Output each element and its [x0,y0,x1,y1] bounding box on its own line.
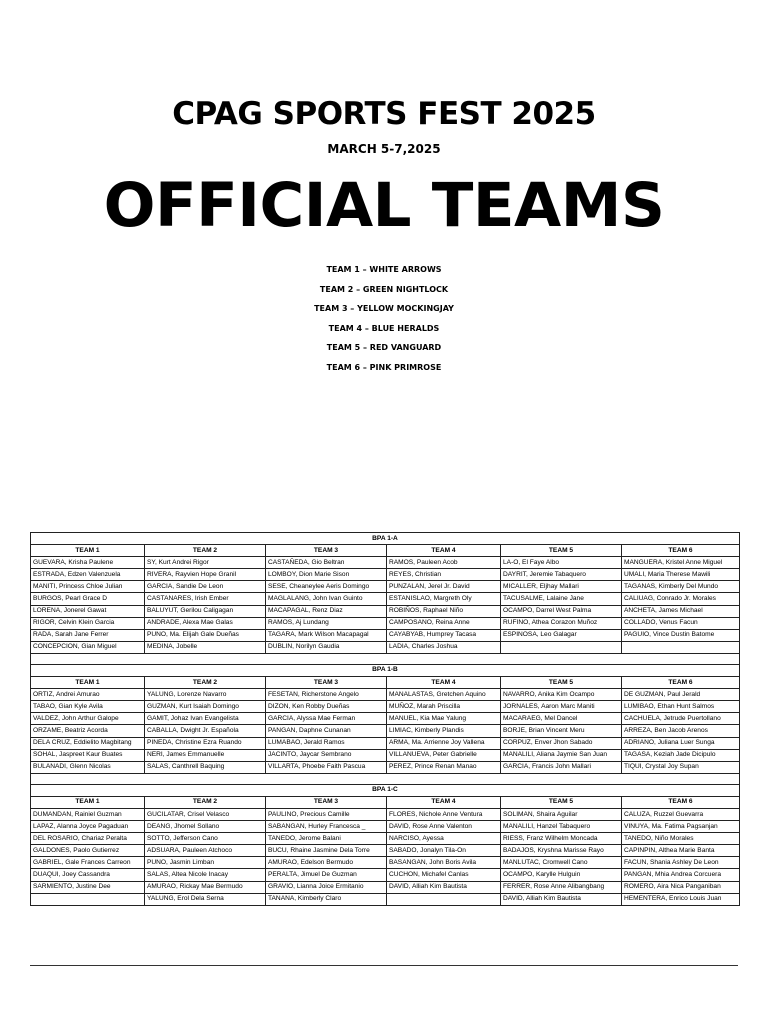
table-row [31,749,740,761]
column-header: TEAM 1 [31,796,145,808]
table-row [31,569,740,581]
member-cell: PEREZ, Prince Renan Manao [387,761,501,773]
member-cell: FLORES, Nichole Anne Ventura [387,808,501,820]
member-cell: MANALILI, Hanzel Tabaquero [501,821,622,833]
member-cell: MACARAEG, Mel Dancel [501,713,622,725]
table-row [31,701,740,713]
member-cell: ANDRADE, Alexa Mae Galas [145,617,266,629]
member-cell: SALAS, Canthrell Baquing [145,761,266,773]
member-cell: DAVID, Alliah Kim Bautista [387,881,501,893]
member-cell: ANCHETA, James Michael [622,605,740,617]
member-cell: SOHAL, Jaspreet Kaur Buates [31,749,145,761]
member-cell: MANITI, Princess Chloe Julian [31,581,145,593]
member-cell: BORJE, Brian Vincent Meru [501,725,622,737]
member-cell: YALUNG, Lorenze Navarro [145,689,266,701]
column-header: TEAM 2 [145,545,266,557]
member-cell: SARMIENTO, Justine Dee [31,881,145,893]
member-cell: CACHUELA, Jetrude Puertollano [622,713,740,725]
spacer-cell [31,653,740,664]
member-cell: GARCIA, Francis John Mallari [501,761,622,773]
member-cell: DELA CRUZ, Eddielito Magbitang [31,737,145,749]
team-header-row [31,545,740,557]
member-cell: ADRIANO, Juliana Luer Sunga [622,737,740,749]
member-cell: GRAVIO, Lianna Joice Ermitanio [266,881,387,893]
member-cell: BUCU, Rhaine Jasmine Dela Torre [266,845,387,857]
member-cell: BALUYUT, Gerilou Caligagan [145,605,266,617]
member-cell: DAVID, Rose Anne Valenton [387,821,501,833]
column-header: TEAM 6 [622,677,740,689]
member-cell: CAMPOSANO, Reina Anne [387,617,501,629]
section-spacer-row [31,653,740,664]
table-row [31,808,740,820]
member-cell: LIMIAC, Kimberly Plandis [387,725,501,737]
member-cell: BADAJOS, Kryshna Marisse Rayo [501,845,622,857]
table-row [31,893,740,905]
member-cell: SABANGAN, Hurley Francesca _ [266,821,387,833]
member-cell: SOLIMAN, Shaira Aguilar [501,808,622,820]
member-cell: SESE, Cheaneylee Aeris Domingo [266,581,387,593]
member-cell: PERALTA, Jimuel De Guzman [266,869,387,881]
member-cell: PUNO, Ma. Elijah Gale Dueñas [145,629,266,641]
member-cell: COLLADO, Venus Facun [622,617,740,629]
member-cell: ROBIÑOS, Raphael Niño [387,605,501,617]
column-header: TEAM 2 [145,677,266,689]
member-cell: LUMABAO, Jerald Ramos [266,737,387,749]
team-name-list [0,264,768,381]
roster-table [30,532,740,906]
member-cell: BASANGAN, John Boris Avila [387,857,501,869]
member-cell: FERRER, Rose Anne Alibangbang [501,881,622,893]
table-row [31,869,740,881]
member-cell: DAYRIT, Jeremie Tabaquero [501,569,622,581]
member-cell: PANGAN, Daphne Cunanan [266,725,387,737]
team-name-item: TEAM 3 – YELLOW MOCKINGJAY [314,304,454,313]
member-cell: ADSUARA, Pauleen Atchoco [145,845,266,857]
member-cell: MANALILI, Aliana Jaymie San Juan [501,749,622,761]
member-cell: VINUYA, Ma. Fatima Pagsanjan [622,821,740,833]
member-cell: DUBLIN, Norilyn Gaudia [266,641,387,653]
member-cell: LAPAZ, Alanna Joyce Pagaduan [31,821,145,833]
member-cell: FACUN, Shania Ashley De Leon [622,857,740,869]
column-header: TEAM 6 [622,545,740,557]
team-name-item: TEAM 1 – WHITE ARROWS [326,265,442,274]
member-cell: CASTAÑEDA, Gio Beltran [266,557,387,569]
member-cell: MACAPAGAL, Renz Diaz [266,605,387,617]
table-row [31,641,740,653]
member-cell: LUMIBAO, Ethan Hunt Salmos [622,701,740,713]
section-title-row [31,664,740,676]
member-cell: LA-O, El Faye Albo [501,557,622,569]
member-cell: TANANA, Kimberly Claro [266,893,387,905]
member-cell: RIVERA, Rayvien Hope Granil [145,569,266,581]
member-cell: CUCHON, Michafel Canlas [387,869,501,881]
member-cell: CAPINPIN, Althea Marie Banta [622,845,740,857]
member-cell: JORNALES, Aaron Marc Maniti [501,701,622,713]
member-cell: VALDEZ, John Arthur Galope [31,713,145,725]
member-cell: AMURAO, Rickay Mae Bermudo [145,881,266,893]
table-row [31,761,740,773]
table-row [31,833,740,845]
member-cell: PUNZALAN, Jerel Jr. David [387,581,501,593]
member-cell: CASTANARES, Irish Ember [145,593,266,605]
member-cell: PINEDA, Christine Ezra Ruando [145,737,266,749]
member-cell [31,893,145,905]
member-cell: MUÑOZ, Marah Priscilla [387,701,501,713]
member-cell: GAMIT, Johaz Ivan Evangelista [145,713,266,725]
member-cell: BURGOS, Pearl Grace D [31,593,145,605]
member-cell: RIESS, Franz Wilhelm Moncada [501,833,622,845]
member-cell: MICALLER, Eljhay Mallari [501,581,622,593]
member-cell: NERI, James Emmanuelle [145,749,266,761]
column-header: TEAM 4 [387,796,501,808]
member-cell: BULANADI, Glenn Nicolas [31,761,145,773]
team-header-row [31,796,740,808]
team-header-row [31,677,740,689]
member-cell [501,641,622,653]
team-name-item: TEAM 2 – GREEN NIGHTLOCK [319,284,449,294]
member-cell: DUMANDAN, Rainiel Guzman [31,808,145,820]
member-cell: VILLANUEVA, Peter Gabrielle [387,749,501,761]
member-cell: GARCIA, Sandie De Leon [145,581,266,593]
table-row [31,857,740,869]
table-row [31,605,740,617]
column-header: TEAM 5 [501,545,622,557]
member-cell: NARCISO, Ayessa [387,833,501,845]
event-title: CPAG SPORTS FEST 2025 [172,96,596,132]
member-cell: RADA, Sarah Jane Ferrer [31,629,145,641]
table-row [31,617,740,629]
member-cell: DEANG, Jhomel Sollano [145,821,266,833]
member-cell: MANGUERA, Kristel Anne Miguel [622,557,740,569]
member-cell: MAGLALANG, John Ivan Guinto [266,593,387,605]
member-cell: UMALI, Maria Therese Mawili [622,569,740,581]
team-name-item: TEAM 5 – RED VANGUARD [326,343,442,352]
member-cell: TAGASA, Keziah Jade Dicipulo [622,749,740,761]
member-cell: LORENA, Jonerel Gawat [31,605,145,617]
member-cell: DE GUZMAN, Paul Jerald [622,689,740,701]
member-cell: MANALASTAS, Gretchen Aquino [387,689,501,701]
section-spacer-row [31,773,740,784]
member-cell: CALIUAG, Conrado Jr. Morales [622,593,740,605]
column-header: TEAM 4 [387,677,501,689]
member-cell: TACUSALME, Lalaine Jane [501,593,622,605]
table-row [31,713,740,725]
column-header: TEAM 5 [501,677,622,689]
member-cell [387,893,501,905]
member-cell: GALDONES, Paolo Gutierrez [31,845,145,857]
table-row [31,593,740,605]
table-row [31,881,740,893]
member-cell: ESTANISLAO, Margreth Oly [387,593,501,605]
team-name-item: TEAM 4 – BLUE HERALDS [328,323,440,333]
member-cell: RAMOS, Aj Lundang [266,617,387,629]
member-cell: FESETAN, Richerstone Angelo [266,689,387,701]
member-cell: ESTRADA, Edzen Valenzuela [31,569,145,581]
member-cell: RIGOR, Celvin Klein Garcia [31,617,145,629]
column-header: TEAM 2 [145,796,266,808]
section-title-row [31,533,740,545]
member-cell: GABRIEL, Gale Frances Carreon [31,857,145,869]
member-cell: DEL ROSARIO, Chariaz Peralta [31,833,145,845]
table-row [31,689,740,701]
member-cell: ROMERO, Aira Nica Panganiban [622,881,740,893]
member-cell: CABALLA, Dwight Jr. Española [145,725,266,737]
member-cell: RUFINO, Athea Corazon Muñoz [501,617,622,629]
member-cell: PUNO, Jasmin Limban [145,857,266,869]
member-cell: MEDINA, Jobelle [145,641,266,653]
member-cell: SALAS, Altea Nicole Inacay [145,869,266,881]
member-cell: PAGUIO, Vince Dustin Batome [622,629,740,641]
member-cell: CORPUZ, Enver Jhon Sabado [501,737,622,749]
page-heading: OFFICIAL TEAMS [103,170,665,241]
table-row [31,821,740,833]
member-cell: CAYABYAB, Humprey Tacasa [387,629,501,641]
column-header: TEAM 1 [31,677,145,689]
member-cell: PAULINO, Precious Camille [266,808,387,820]
member-cell: TANEDO, Niño Morales [622,833,740,845]
member-cell: GUCILATAR, Crisel Velasco [145,808,266,820]
column-header: TEAM 5 [501,796,622,808]
table-row [31,725,740,737]
member-cell: SY, Kurt Andrei Rigor [145,557,266,569]
table-row [31,737,740,749]
member-cell: OCAMPO, Karylle Hulguin [501,869,622,881]
table-row [31,629,740,641]
member-cell: TABAO, Gian Kyle Avila [31,701,145,713]
column-header: TEAM 4 [387,545,501,557]
member-cell: ARMA, Ma. Arrienne Joy Vallena [387,737,501,749]
member-cell: DIZON, Ken Robby Dueñas [266,701,387,713]
member-cell: ORTIZ, Andrei Amurao [31,689,145,701]
section-title: BPA 1-B [31,664,740,676]
table-row [31,581,740,593]
member-cell: CALUZA, Ruzzel Guevarra [622,808,740,820]
member-cell: YALUNG, Erol Dela Serna [145,893,266,905]
member-cell: TAGARA, Mark Wilson Macapagal [266,629,387,641]
member-cell: DAVID, Alliah Kim Bautista [501,893,622,905]
event-date: MARCH 5-7,2025 [327,142,441,156]
section-title-row [31,784,740,796]
member-cell: DUAQUI, Joey Cassandra [31,869,145,881]
member-cell: GUEVARA, Krisha Paulene [31,557,145,569]
member-cell: AMURAO, Edelson Bermudo [266,857,387,869]
member-cell [622,641,740,653]
member-cell: CONCEPCION, Gian Miguel [31,641,145,653]
member-cell: ESPINOSA, Leo Galagar [501,629,622,641]
member-cell: RAMOS, Pauleen Acob [387,557,501,569]
column-header: TEAM 3 [266,545,387,557]
column-header: TEAM 1 [31,545,145,557]
member-cell: NAVARRO, Anika Kim Ocampo [501,689,622,701]
member-cell: ORZAME, Beatriz Acorda [31,725,145,737]
table-row [31,557,740,569]
column-header: TEAM 3 [266,796,387,808]
member-cell: MANLUTAC, Cromwell Cano [501,857,622,869]
member-cell: LADIA, Charles Joshua [387,641,501,653]
spacer-cell [31,773,740,784]
member-cell: LOMBOY, Dion Marie Sison [266,569,387,581]
member-cell: TAGANAS, Kimberly Del Mundo [622,581,740,593]
member-cell: MANUEL, Kia Mae Yalung [387,713,501,725]
member-cell: OCAMPO, Darrel West Palma [501,605,622,617]
member-cell: GARCIA, Alyssa Mae Ferman [266,713,387,725]
member-cell: GUZMAN, Kurt Isaiah Domingo [145,701,266,713]
section-title: BPA 1-A [31,533,740,545]
table-row [31,845,740,857]
member-cell: REYES, Christian [387,569,501,581]
member-cell: TANEDO, Jerome Balani [266,833,387,845]
member-cell: PANGAN, Mhia Andrea Corcuera [622,869,740,881]
member-cell: SOTTO, Jefferson Cano [145,833,266,845]
member-cell: HEMENTERA, Enrico Louis Juan [622,893,740,905]
team-name-item: TEAM 6 – PINK PRIMROSE [326,362,442,372]
footer-divider [30,965,738,966]
column-header: TEAM 3 [266,677,387,689]
member-cell: ARREZA, Ben Jacob Arenos [622,725,740,737]
member-cell: JACINTO, Jaycar Sembrano [266,749,387,761]
member-cell: SABADO, Jonalyn Tila-On [387,845,501,857]
member-cell: TIQUI, Crystal Joy Supan [622,761,740,773]
member-cell: VILLARTA, Phoebe Faith Pascua [266,761,387,773]
section-title: BPA 1-C [31,784,740,796]
column-header: TEAM 6 [622,796,740,808]
